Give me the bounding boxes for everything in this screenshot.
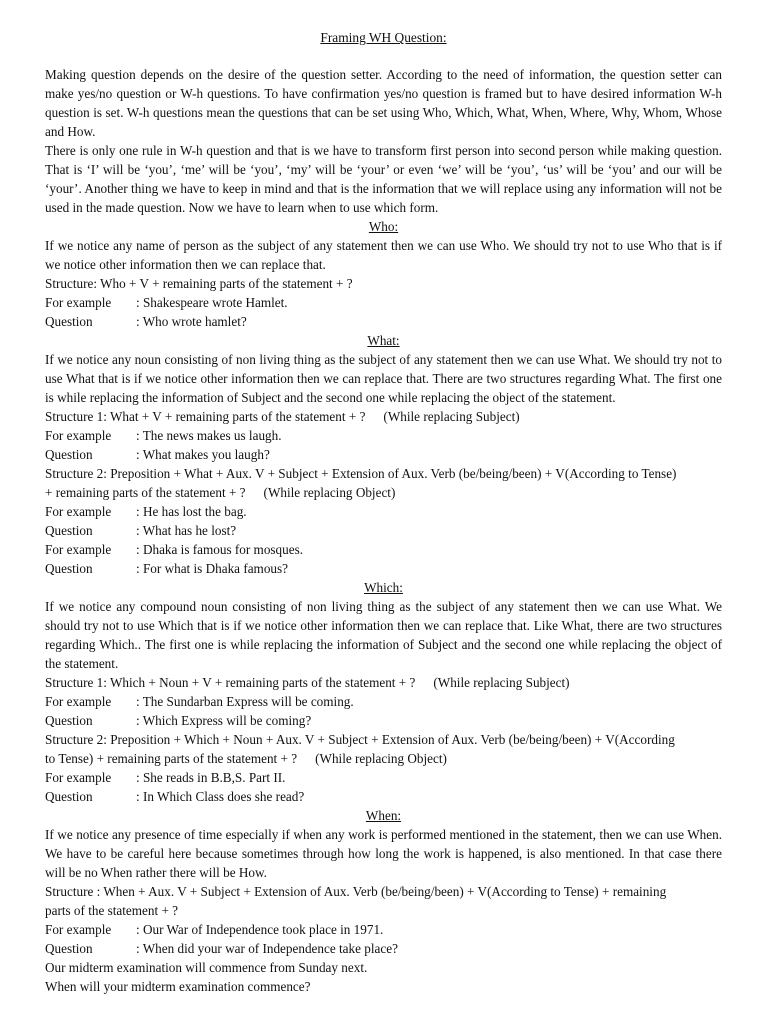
structure-text: to Tense) + remaining parts of the statement + ? <box>45 751 298 766</box>
intro-paragraph-1: Making question depends on the desire of the question setter. According to the need of information, the question setter can make yes/no question or W-h questions. To have confirmation yes/no question is framed but to have desired information W-h question is set. W-h questions mean the questions that can be set using Who, Which, What, When, Where, Why, Whom, Whose and How. <box>45 67 722 139</box>
document-title: Framing WH Question: <box>320 30 447 45</box>
which-structure-2-line-1: Structure 2: Preposition + Which + Noun + Aux. V + Subject + Extension of Aux. Verb (be/being/been) + V(According <box>45 732 675 747</box>
example-row <box>45 312 722 331</box>
example-row <box>45 426 722 445</box>
structure-note: (While replacing Object) <box>263 485 396 500</box>
example-row <box>45 445 722 464</box>
example-label: Question <box>45 789 93 804</box>
what-structure-2-line-1: Structure 2: Preposition + What + Aux. V + Subject + Extension of Aux. Verb (be/being/been) + V(According to Tense) <box>45 466 677 481</box>
structure-text: Structure 1: Which + Noun + V + remaining parts of the statement + ? <box>45 675 416 690</box>
example-label: For example <box>45 542 112 557</box>
section-heading-what: What: <box>367 333 400 348</box>
example-text: : In Which Class does she read? <box>136 789 305 804</box>
example-label: For example <box>45 922 112 937</box>
example-row <box>45 559 722 578</box>
example-row <box>45 540 722 559</box>
example-row <box>45 293 722 312</box>
example-text: : Which Express will be coming? <box>136 713 312 728</box>
example-label: For example <box>45 428 112 443</box>
example-text: : What has he lost? <box>136 523 237 538</box>
which-structure-2-line-2 <box>45 749 722 768</box>
example-row <box>45 920 722 939</box>
example-label: For example <box>45 770 112 785</box>
example-row <box>45 787 722 806</box>
example-label: Question <box>45 561 93 576</box>
example-label: For example <box>45 295 112 310</box>
section-heading-who: Who: <box>368 219 399 234</box>
example-text: : Our War of Independence took place in 1971. <box>136 922 384 937</box>
when-extra-question: When will your midterm examination commence? <box>45 979 311 994</box>
structure-text: Structure 1: What + V + remaining parts of the statement + ? <box>45 409 366 424</box>
which-structure-1 <box>45 673 722 692</box>
example-label: Question <box>45 314 93 329</box>
section-heading-which: Which: <box>364 580 403 595</box>
who-structure: Structure: Who + V + remaining parts of the statement + ? <box>45 276 353 291</box>
example-text: : He has lost the bag. <box>136 504 247 519</box>
what-structure-2-line-2 <box>45 483 722 502</box>
structure-note: (While replacing Subject) <box>383 409 520 424</box>
example-label: Question <box>45 523 93 538</box>
structure-note: (While replacing Object) <box>315 751 447 766</box>
example-row <box>45 768 722 787</box>
intro-paragraph-2: There is only one rule in W-h question and that is we have to transform first person into second person while making question. That is ‘I’ will be ‘you’, ‘me’ will be ‘you’, ‘my’ will be ‘your’ or even ‘we’ will be ‘you’, ‘us’ will be ‘you’ and our will be ‘your’. Another thing we have to keep in mind and that is the information that we will replace using any information will not be used in the made question. Now we have to learn when to use which form. <box>45 143 722 215</box>
example-text: : When did your war of Independence take place? <box>136 941 398 956</box>
example-label: Question <box>45 713 93 728</box>
example-text: : She reads in B.B,S. Part II. <box>136 770 286 785</box>
example-label: Question <box>45 447 93 462</box>
who-paragraph: If we notice any name of person as the subject of any statement then we can use Who. We should try not to use Who that is if we notice other information then we can replace that. <box>45 238 722 272</box>
example-row <box>45 711 722 730</box>
example-label: For example <box>45 504 112 519</box>
example-text: : Shakespeare wrote Hamlet. <box>136 295 288 310</box>
example-text: : The news makes us laugh. <box>136 428 282 443</box>
when-paragraph: If we notice any presence of time especially if when any work is performed mentioned in the statement, then we can use When. We have to be careful here because sometimes through how long the work is happened, is also mentioned. In that case there will be no When rather there will be How. <box>45 827 722 880</box>
example-text: : Who wrote hamlet? <box>136 314 247 329</box>
example-text: : What makes you laugh? <box>136 447 270 462</box>
when-structure-line-1: Structure : When + Aux. V + Subject + Extension of Aux. Verb (be/being/been) + V(According to Tense) + remaining <box>45 884 667 899</box>
what-structure-1 <box>45 407 722 426</box>
section-heading-when: When: <box>365 808 402 823</box>
example-text: : The Sundarban Express will be coming. <box>136 694 354 709</box>
which-paragraph: If we notice any compound noun consisting of non living thing as the subject of any statement then we can use What. We should try not to use Which that is if we notice other information then we can replace that. Like What, there are two structures regarding Which.. The first one is while replacing the information of Subject and the second one while replacing the object of the statement. <box>45 599 722 671</box>
when-extra-statement: Our midterm examination will commence from Sunday next. <box>45 960 368 975</box>
example-row <box>45 521 722 540</box>
structure-note: (While replacing Subject) <box>433 675 570 690</box>
structure-text: + remaining parts of the statement + ? <box>45 485 246 500</box>
example-row <box>45 692 722 711</box>
what-paragraph: If we notice any noun consisting of non living thing as the subject of any statement then we can use What. We should try not to use What that is if we notice other information then we can replace that. There are two structures regarding What. The first one is while replacing the information of Subject and the second one while replacing the object of the statement. <box>45 352 722 405</box>
example-row <box>45 502 722 521</box>
when-structure-line-2: parts of the statement + ? <box>45 903 179 918</box>
example-label: For example <box>45 694 112 709</box>
example-text: : For what is Dhaka famous? <box>136 561 288 576</box>
example-row <box>45 939 722 958</box>
example-text: : Dhaka is famous for mosques. <box>136 542 304 557</box>
example-label: Question <box>45 941 93 956</box>
